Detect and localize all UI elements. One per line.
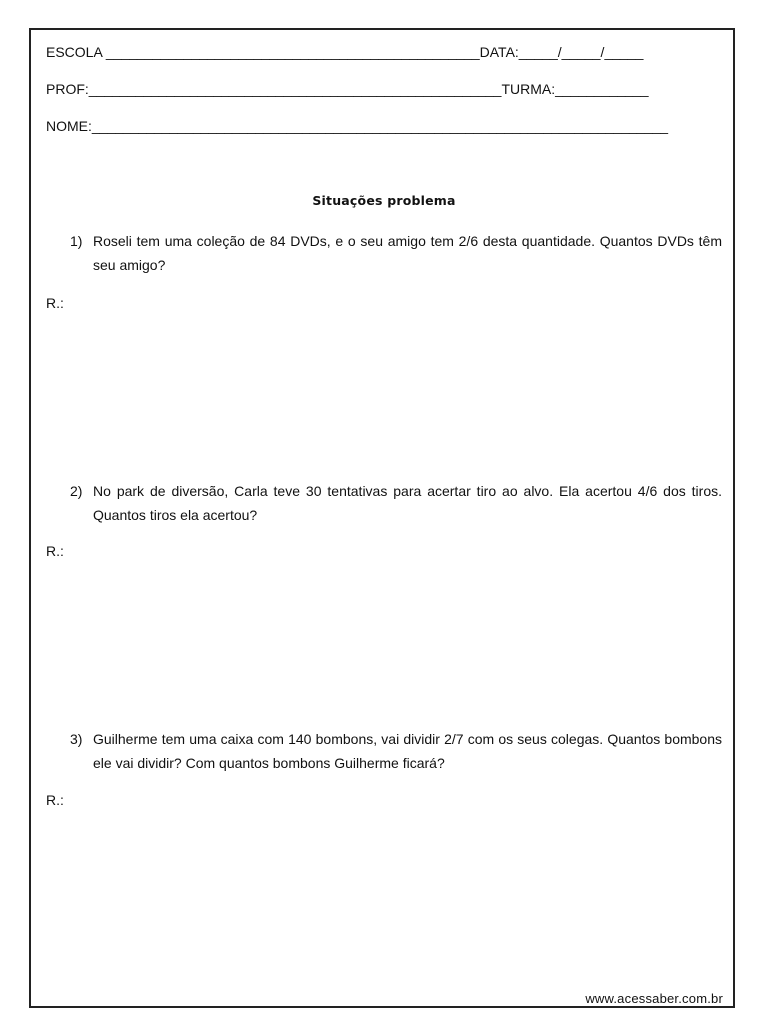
answer-label-1: R.: [46, 295, 64, 311]
question-2 [70, 479, 722, 527]
footer-url: www.acessaber.com.br [585, 991, 723, 1006]
question-number: 1) [70, 233, 83, 249]
question-3 [70, 727, 722, 775]
school-date-line: ESCOLA ________________________________________________DATA:_____/_____/_____ [46, 44, 644, 60]
question-text: Guilherme tem uma caixa com 140 bombons, vai dividir 2/7 com os seus colegas. Quantos bombons ele vai dividir? Com quantos bombons Guilherme ficará? [93, 731, 722, 771]
question-1 [70, 229, 722, 277]
worksheet-title: Situações problema [312, 193, 456, 208]
answer-label-2: R.: [46, 543, 64, 559]
teacher-class-line: PROF:_____________________________________________________TURMA:____________ [46, 81, 649, 97]
question-text: No park de diversão, Carla teve 30 tentativas para acertar tiro ao alvo. Ela acertou 4/6 dos tiros. Quantos tiros ela acertou? [93, 483, 722, 523]
student-name-line: NOME:__________________________________________________________________________ [46, 118, 669, 134]
answer-label-3: R.: [46, 792, 64, 808]
question-text: Roseli tem uma coleção de 84 DVDs, e o seu amigo tem 2/6 desta quantidade. Quantos DVDs têm seu amigo? [93, 233, 722, 273]
question-number: 2) [70, 483, 83, 499]
question-number: 3) [70, 731, 83, 747]
